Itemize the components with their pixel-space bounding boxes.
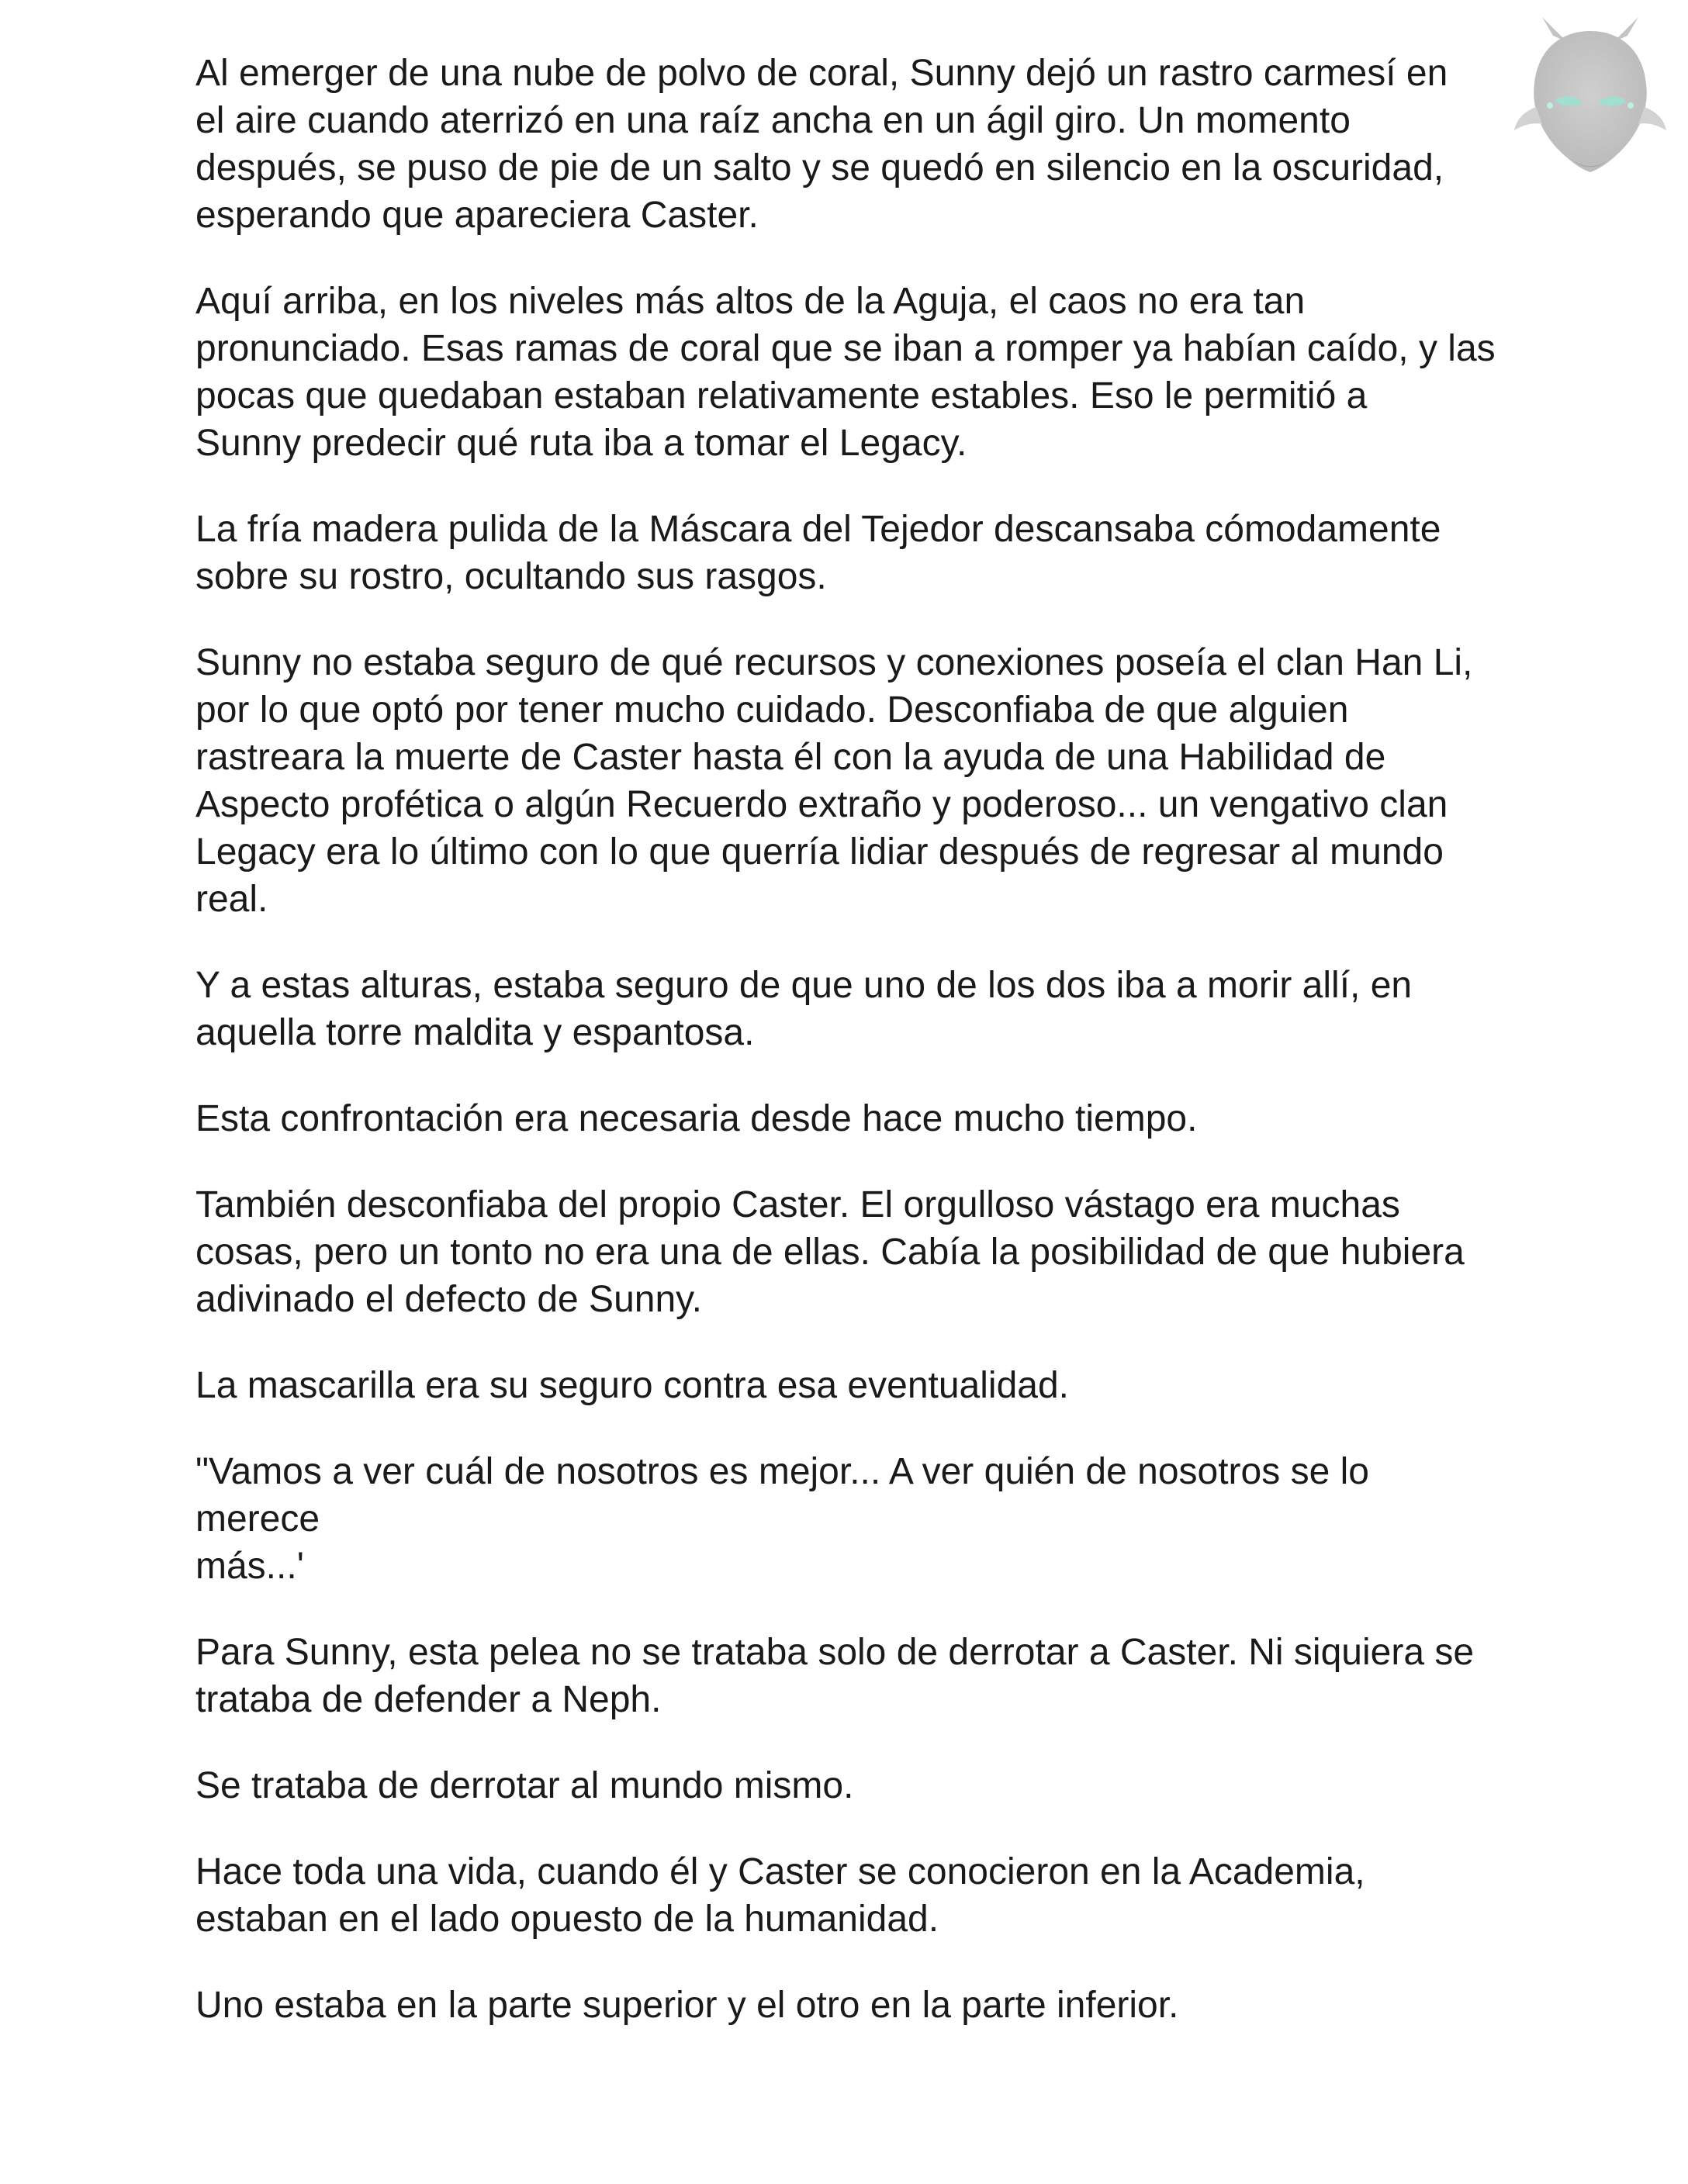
paragraph: Esta confrontación era necesaria desde hace mucho tiempo. [195, 1098, 1198, 1139]
paragraph: "Vamos a ver cuál de nosotros es mejor... A ver quién de nosotros se lo merece más...' [195, 1451, 1369, 1587]
paragraph: Se trataba de derrotar al mundo mismo. [195, 1765, 854, 1806]
paragraph: Aquí arriba, en los niveles más altos de la Aguja, el caos no era tan pronunciado. Esas ramas de coral que se iban a romper ya habían caído, y las pocas que quedaban estaban relativamente estables. Eso le permitió a Sunny predecir qué ruta iba a tomar el Legacy. [195, 281, 1496, 464]
paragraph: Y a estas alturas, estaba seguro de que uno de los dos iba a morir allí, en aquella torre maldita y espantosa. [195, 965, 1413, 1053]
paragraph: Para Sunny, esta pelea no se trataba solo de derrotar a Caster. Ni siquiera se trataba de defender a Neph. [195, 1632, 1475, 1720]
paragraph: Uno estaba en la parte superior y el otro en la parte inferior. [195, 1985, 1179, 2026]
paragraph: La mascarilla era su seguro contra esa eventualidad. [195, 1365, 1069, 1406]
demon-mask-watermark-icon [1513, 14, 1668, 185]
paragraph: Al emerger de una nube de polvo de coral, Sunny dejó un rastro carmesí en el aire cuando aterrizó en una raíz ancha en un ágil giro. Un momento después, se puso de pie de un salto y se quedó en silencio en la oscuridad, esperando que apareciera Caster. [195, 53, 1448, 236]
paragraph: La fría madera pulida de la Máscara del Tejedor descansaba cómodamente sobre su rostro, ocultando sus rasgos. [195, 509, 1441, 597]
paragraph: Sunny no estaba seguro de qué recursos y conexiones poseía el clan Han Li, por lo que optó por tener mucho cuidado. Desconfiaba de que alguien rastreara la muerte de Caster hasta él con la ayuda de una Habilidad de Aspecto profética o algún Recuerdo extraño y poderoso... un vengativo clan Legacy era lo último con lo que querría lidiar después de regresar al mundo real. [195, 642, 1473, 920]
paragraph: También desconfiaba del propio Caster. El orgulloso vástago era muchas cosas, pero un tonto no era una de ellas. Cabía la posibilidad de que hubiera adivinado el defecto de Sunny. [195, 1184, 1465, 1320]
paragraph: Hace toda una vida, cuando él y Caster se conocieron en la Academia, estaban en el lado opuesto de la humanidad. [195, 1851, 1365, 1940]
document-body [195, 50, 1514, 2068]
